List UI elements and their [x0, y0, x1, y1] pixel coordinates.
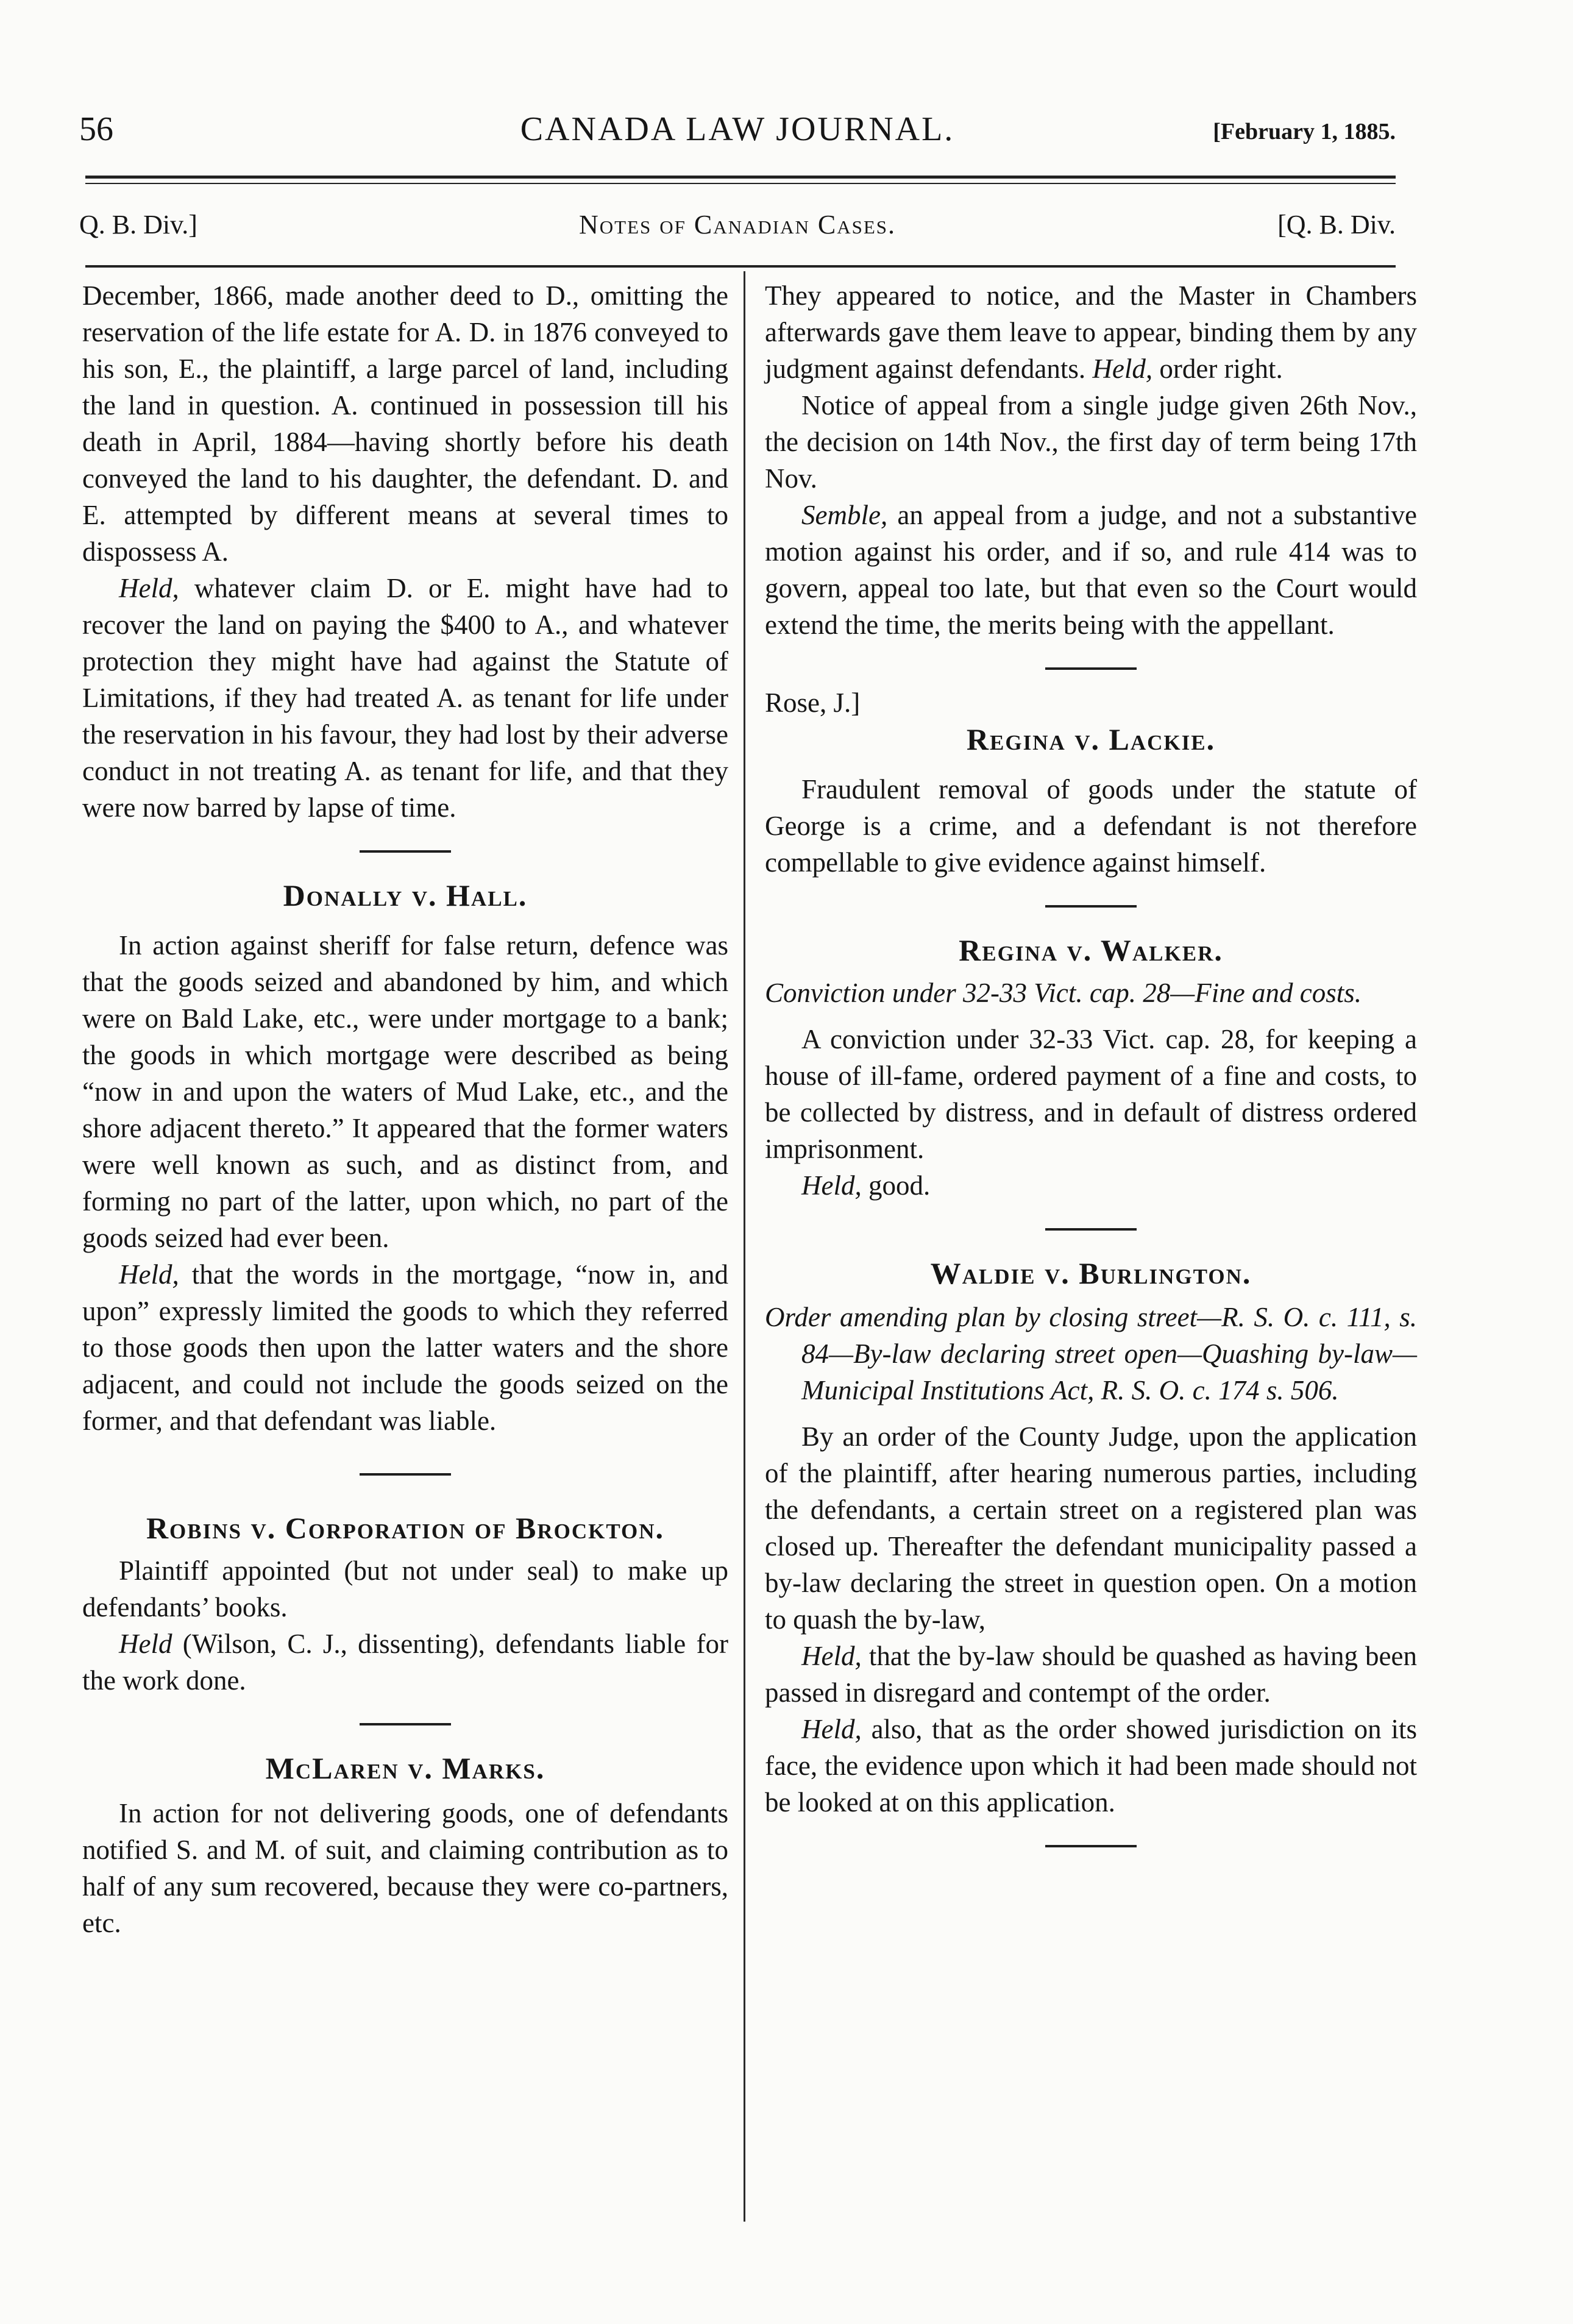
case-title: Donally v. Hall. — [283, 878, 528, 912]
paragraph: Fraudulent removal of goods under the statute of George is a crime, and a defendant is not therefore compellable to give evidence against himself. — [765, 774, 1417, 878]
held-label: Held, — [1092, 354, 1153, 384]
paragraph: In action against sheriff for false return, defence was that the goods seized and abandoned by him, and which were on Bald Lake, etc., were under mortgage to a bank; the goods in which mortgage were described as being “now in and upon the waters of Mud Lake, etc., and the shore adjacent thereto.” It appeared that the former waters were well known as such, and as distinct from, and forming no part of the latter, upon which, no part of the goods seized had ever been. — [82, 930, 728, 1253]
paragraph: In action for not delivering goods, one of defendants notified S. and M. of suit, and claiming contribution as to half of any sum recovered, because they were co-partners, etc. — [82, 1798, 728, 1938]
header-rule-thick — [85, 176, 1396, 179]
subhead-left: Q. B. Div.] — [79, 210, 197, 240]
header-rule-thin — [85, 183, 1396, 184]
subhead-right: [Q. B. Div. — [1277, 210, 1396, 240]
paragraph — [82, 1626, 728, 1699]
paragraph-text: that the by-law should be quashed as having been passed in disregard and contempt of the order. — [765, 1641, 1417, 1708]
issue-date: [February 1, 1885. — [1213, 119, 1396, 144]
paragraph-text: whatever claim D. or E. might have had to recover the land on paying the $400 to A., and whatever protection they might have had against the Statute of Limitations, if they had treated A. as tenant for life under the reservation in his favour, they had lost by their adverse conduct in not treating A. as tenant for life, and that they were now barred by lapse of time. — [82, 573, 728, 823]
paragraph: December, 1866, made another deed to D., omitting the reservation of the life estate for A. D. in 1876 conveyed to his son, E., the plaintiff, a large parcel of land, including the land in question. A. continued in possession till his death in April, 1884—having shortly before his death conveyed the land to his daughter, the defendant. D. and E. attempted by different means at several times to dispossess A. — [82, 280, 728, 567]
paragraph-text: that the words in the mortgage, “now in, and upon” expressly limited the goods to which they referred to those goods then upon the latter waters and the shore adjacent, and could not include the goods seized on the former, and that defendant was liable. — [82, 1259, 728, 1436]
case-title: Waldie v. Burlington. — [930, 1256, 1252, 1290]
held-label: Held, — [801, 1714, 862, 1744]
paragraph — [765, 1711, 1417, 1821]
paragraph — [765, 1638, 1417, 1711]
case-title: McLaren v. Marks. — [265, 1751, 545, 1785]
paragraph-text: They appeared to notice, and the Master in Chambers afterwards gave them leave to appear, binding them by any judgment against defendants. — [765, 280, 1417, 384]
paragraph-text: (Wilson, C. J., dissenting), defendants liable for the work done. — [82, 1629, 728, 1696]
section-subhead — [79, 209, 1396, 246]
semble-label: Semble, — [801, 500, 888, 530]
held-label: Held, — [119, 1259, 179, 1290]
subhead-rule — [85, 265, 1396, 268]
paragraph-text: an appeal from a judge, and not a substantive motion against his order, and if so, and rule 414 was to govern, appeal too late, but that even so the Court would extend the time, the merits being with the appellant. — [765, 500, 1417, 640]
page-number: 56 — [79, 110, 113, 148]
catchwords: Order amending plan by closing street—R. S. O. c. 111, s. 84—By-law declaring street open—Quashing by-law—Municipal Institutions Act, R. S. O. c. 174 s. 506. — [765, 1302, 1417, 1405]
held-label: Held, — [801, 1641, 862, 1671]
running-head — [79, 110, 1396, 165]
right-column — [765, 277, 1417, 1847]
subhead-center: Notes of Canadian Cases. — [578, 210, 897, 240]
paragraph-text: good. — [861, 1170, 931, 1201]
paragraph — [765, 497, 1417, 643]
paragraph — [765, 1167, 1417, 1204]
paragraph: A conviction under 32-33 Vict. cap. 28, for keeping a house of ill-fame, ordered payment of a fine and costs, to be collected by distress, and in default of distress ordered imprisonment. — [765, 1024, 1417, 1164]
case-title: Regina v. Lackie. — [966, 722, 1216, 756]
paragraph: By an order of the County Judge, upon the application of the plaintiff, after hearing numerous parties, including the defendants, a certain street on a registered plan was closed up. Thereafter the defendant municipality passed a by-law declaring the street in question open. On a motion to quash the by-law, — [765, 1421, 1417, 1635]
paragraph — [82, 570, 728, 826]
journal-title: CANADA LAW JOURNAL. — [520, 110, 955, 148]
paragraph-text: also, that as the order showed jurisdiction on its face, the evidence upon which it had been made should not be looked at on this application. — [765, 1714, 1417, 1818]
held-label: Held, — [119, 573, 179, 603]
held-label: Held — [119, 1629, 172, 1659]
case-title: Regina v. Walker. — [959, 933, 1223, 967]
paragraph: Notice of appeal from a single judge given 26th Nov., the decision on 14th Nov., the first day of term being 17th Nov. — [765, 390, 1417, 494]
paragraph: Plaintiff appointed (but not under seal) to make up defendants’ books. — [82, 1555, 728, 1622]
held-label: Held, — [801, 1170, 862, 1201]
paragraph — [765, 277, 1417, 387]
paragraph-text: order right. — [1152, 354, 1283, 384]
judge-label: Rose, J.] — [765, 688, 861, 718]
case-title: Robins v. Corporation of Brockton. — [146, 1511, 665, 1545]
left-column — [82, 277, 728, 1941]
paragraph — [82, 1256, 728, 1439]
column-divider — [744, 271, 745, 2222]
section-separator — [1045, 1845, 1137, 1847]
catchwords: Conviction under 32-33 Vict. cap. 28—Fine and costs. — [765, 978, 1362, 1008]
